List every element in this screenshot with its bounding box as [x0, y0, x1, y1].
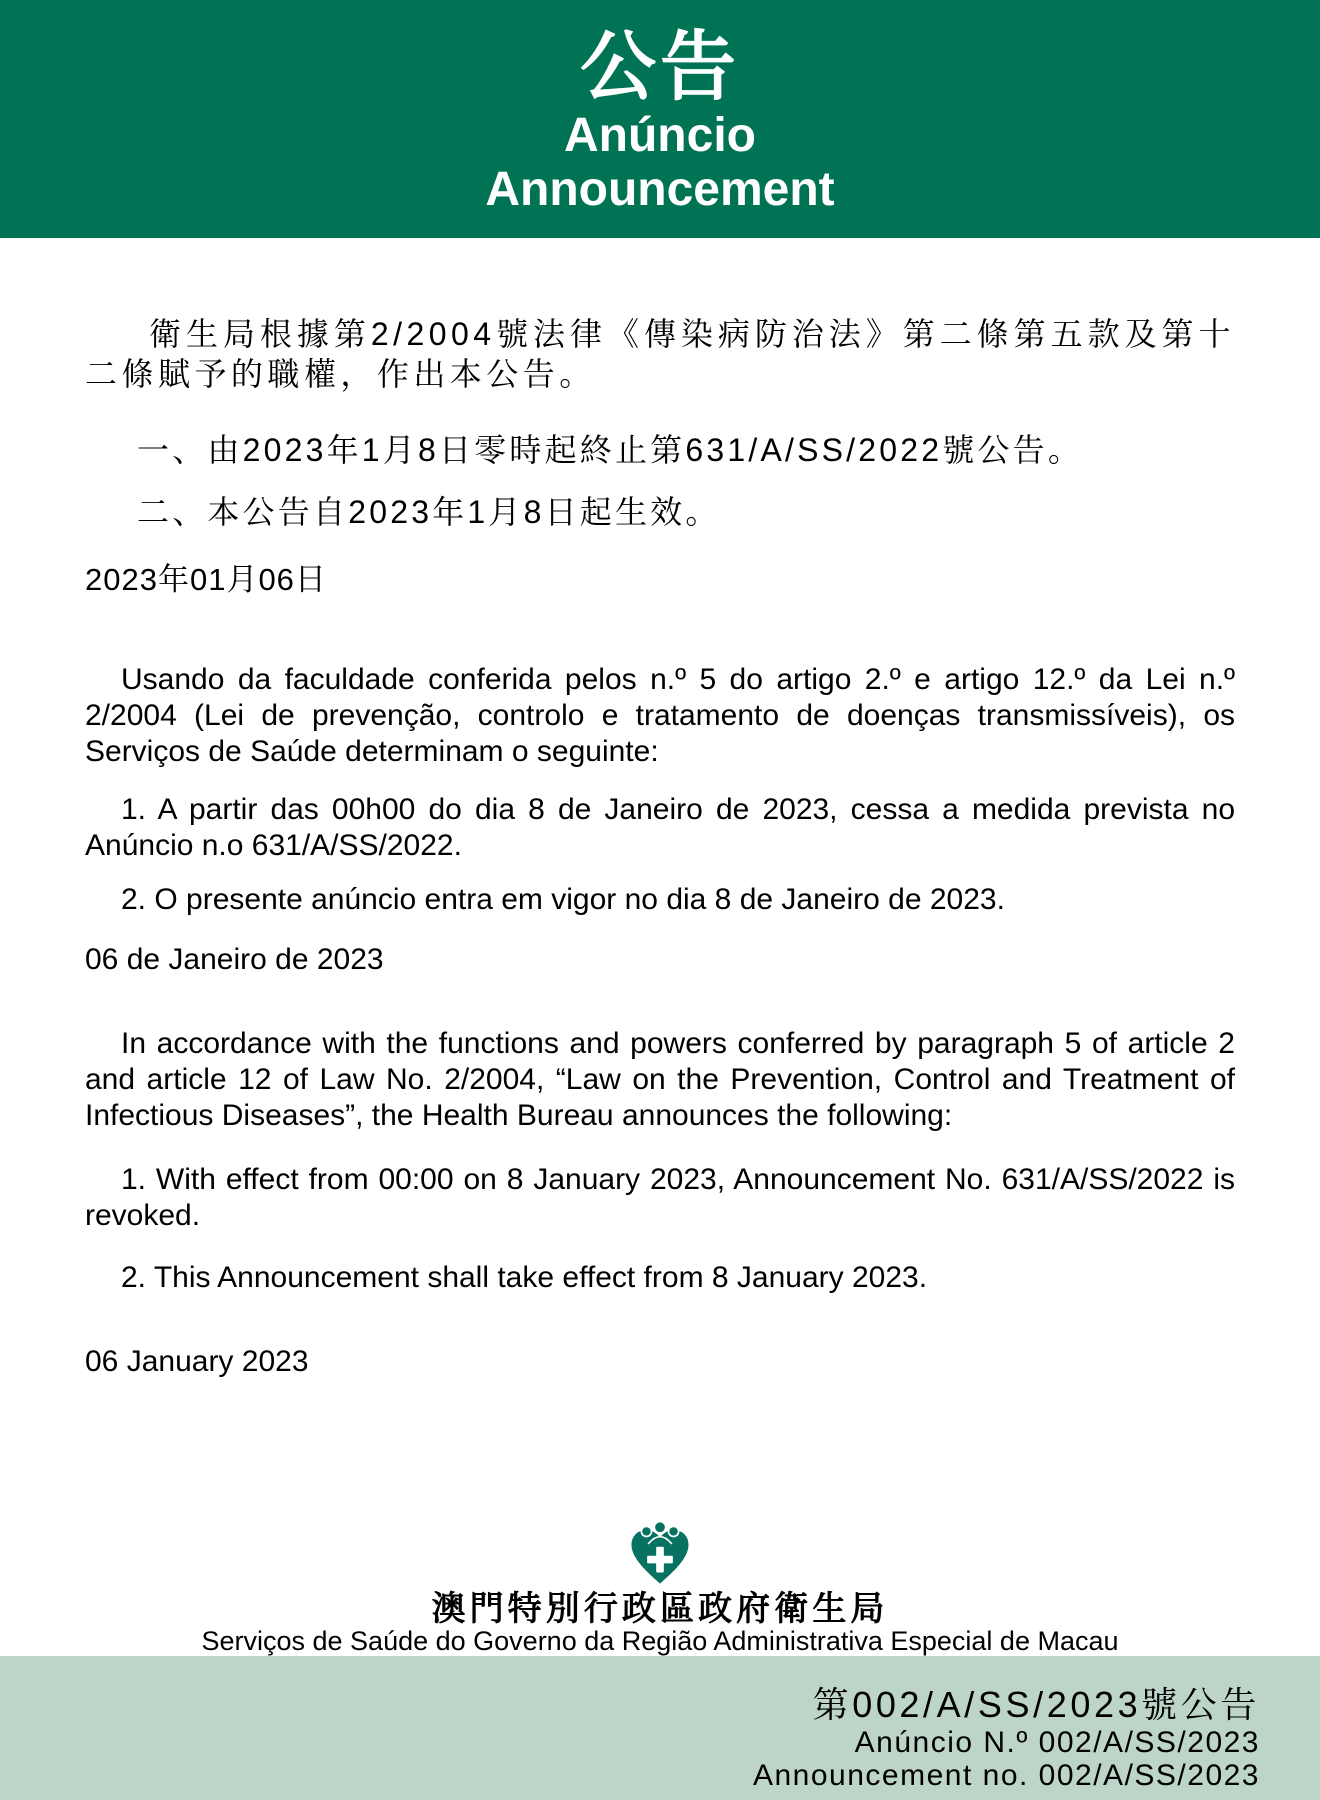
org-name-chinese: 澳門特別行政區政府衛生局	[431, 1590, 889, 1628]
health-bureau-heart-cross-icon	[625, 1521, 695, 1585]
footer-band	[0, 1656, 1320, 1800]
chinese-paragraph: 衛生局根據第2/2004號法律《傳染病防治法》第二條第五款及第十二條賦予的職權，作出本公告。	[85, 316, 1235, 392]
document-body	[0, 238, 1320, 1656]
chinese-item-2: 二、本公告自2023年1月8日起生效。	[137, 494, 721, 530]
announcement-ref-english: Announcement no. 002/A/SS/2023	[752, 1759, 1260, 1792]
title-chinese: 公告	[580, 25, 740, 111]
org-signature-block	[85, 1521, 1235, 1656]
section-portuguese	[85, 598, 1235, 978]
header-banner	[0, 0, 1320, 238]
portuguese-paragraph: Usando da faculdade conferida pelos n.º 5 do artigo 2.º e artigo 12.º da Lei n.º 2/2004 (Lei de prevenção, controlo e tratamento de doenças transmissíveis), os Serviços de Saúde determinam o seguinte:	[85, 663, 1235, 768]
chinese-item-1: 一、由2023年1月8日零時起終止第631/A/SS/2022號公告。	[137, 432, 1084, 468]
english-paragraph: In accordance with the functions and powers conferred by paragraph 5 of article 2 and article 12 of Law No. 2/2004, “Law on the Prevention, Control and Treatment of Infectious Diseases”, the Health Bureau announces the following:	[85, 1027, 1235, 1132]
title-english: Announcement	[485, 163, 835, 217]
announcement-ref-chinese: 第002/A/SS/2023號公告	[812, 1684, 1260, 1725]
english-item-1: 1. With effect from 00:00 on 8 January 2023, Announcement No. 631/A/SS/2022 is revoked.	[85, 1163, 1235, 1232]
section-chinese	[85, 238, 1235, 598]
chinese-date: 2023年01月06日	[85, 562, 327, 597]
english-date: 06 January 2023	[85, 1345, 309, 1378]
portuguese-date: 06 de Janeiro de 2023	[85, 943, 384, 976]
announcement-ref-portuguese: Anúncio N.º 002/A/SS/2023	[854, 1726, 1260, 1759]
title-portuguese: Anúncio	[564, 109, 756, 163]
section-english	[85, 978, 1235, 1380]
org-name-portuguese: Serviços de Saúde do Governo da Região Administrativa Especial de Macau	[201, 1626, 1119, 1656]
portuguese-item-1: 1. A partir das 00h00 do dia 8 de Janeiro de 2023, cessa a medida prevista no Anúncio n.o 631/A/SS/2022.	[85, 793, 1235, 862]
english-item-2: 2. This Announcement shall take effect from 8 January 2023.	[121, 1261, 928, 1294]
portuguese-item-2: 2. O presente anúncio entra em vigor no dia 8 de Janeiro de 2023.	[121, 883, 1005, 916]
